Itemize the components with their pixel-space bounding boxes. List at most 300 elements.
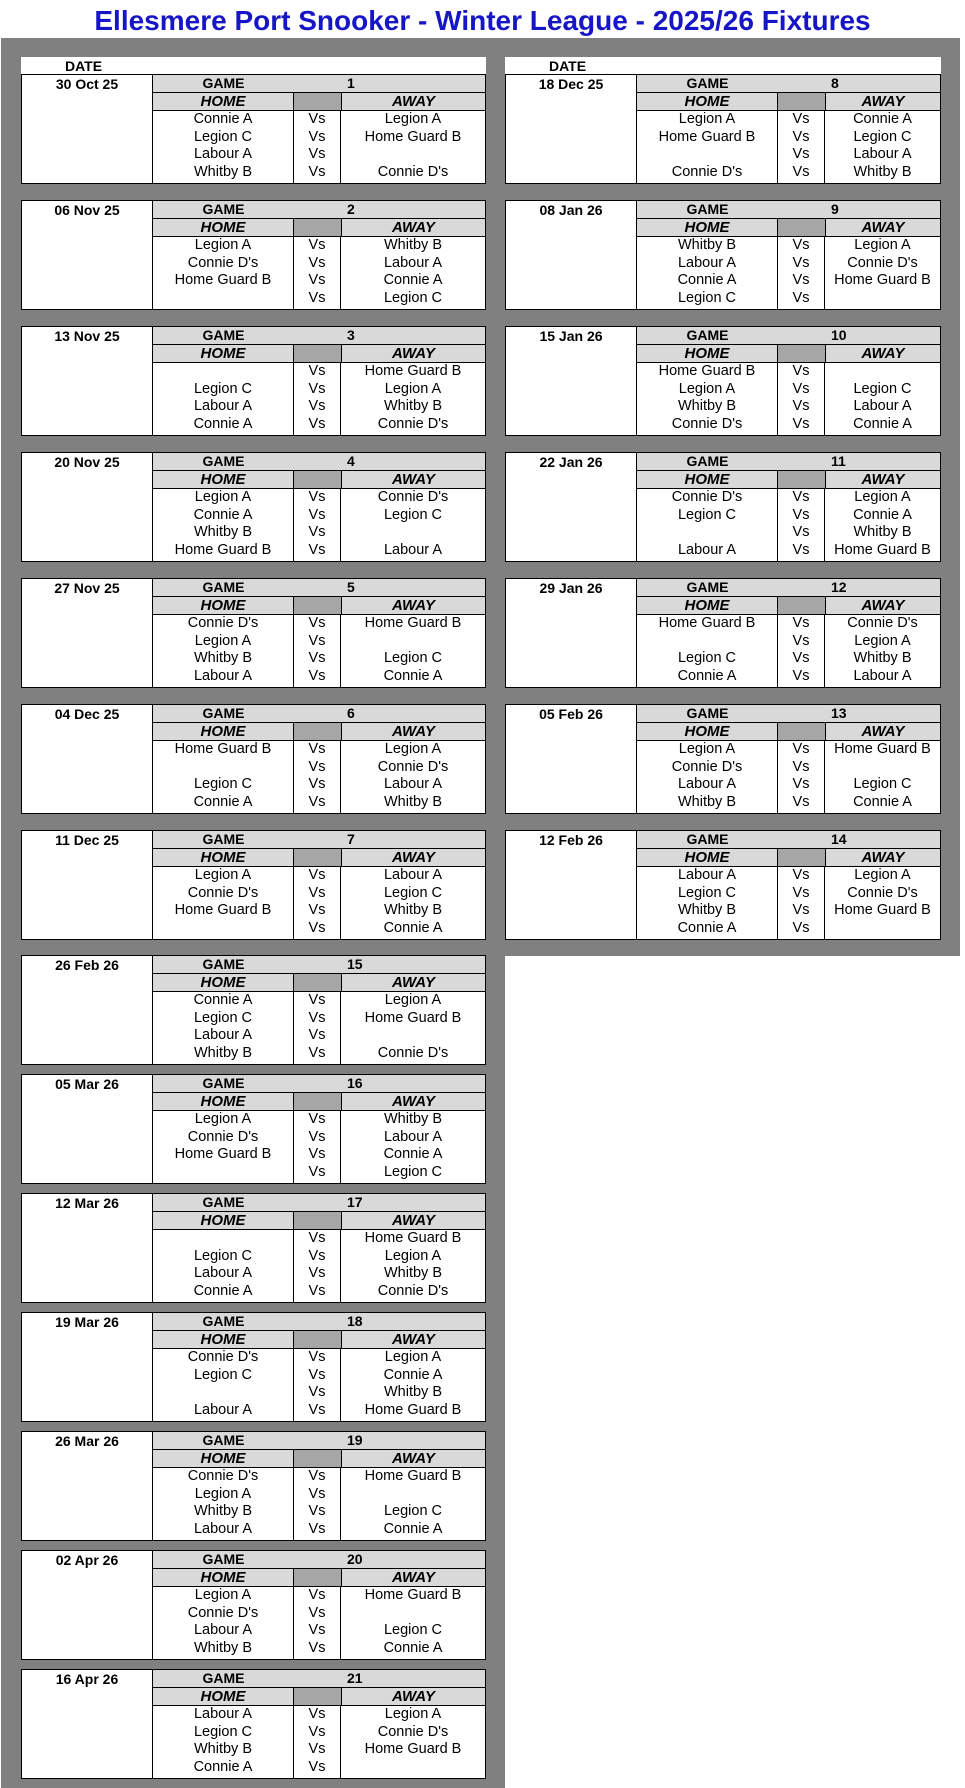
vs-label: Vs	[792, 111, 810, 127]
home-team: Connie A	[193, 992, 253, 1008]
header-separator	[294, 219, 341, 236]
fixture-card	[21, 200, 486, 310]
home-team: Whitby B	[677, 237, 736, 253]
away-team: Home Guard B	[364, 1009, 462, 1026]
fixture-card	[21, 704, 486, 814]
home-team: Connie A	[677, 667, 737, 684]
fixture-date: 05 Mar 26	[22, 1075, 153, 1183]
home-header: HOME	[153, 471, 294, 488]
home-team: Legion A	[194, 1485, 252, 1502]
game-number: 8	[825, 75, 940, 92]
fixture-card	[21, 1312, 486, 1422]
away-team: Connie D's	[847, 615, 918, 631]
fixture-date: 30 Oct 25	[22, 75, 153, 183]
away-team: Whitby B	[853, 650, 912, 666]
away-teams	[341, 867, 485, 939]
home-team: Connie A	[677, 272, 737, 288]
vs-column	[294, 363, 341, 435]
away-header: AWAY	[341, 974, 485, 991]
away-header: AWAY	[341, 93, 485, 110]
game-spacer	[778, 75, 825, 92]
home-team: Whitby B	[193, 1741, 252, 1757]
away-teams	[825, 111, 940, 183]
away-team: Legion C	[383, 506, 443, 523]
away-team: Connie A	[383, 1520, 443, 1537]
fixture-date: 04 Dec 25	[22, 705, 153, 813]
header-separator	[294, 597, 341, 614]
vs-label: Vs	[792, 867, 810, 883]
home-team: Legion C	[193, 380, 253, 397]
home-team: Connie D's	[671, 758, 743, 775]
fixture-card	[21, 830, 486, 940]
game-row	[637, 201, 940, 219]
game-row	[153, 1670, 485, 1688]
game-label: GAME	[153, 1313, 294, 1330]
fixture-card	[21, 74, 486, 184]
game-spacer	[294, 956, 341, 973]
away-header: AWAY	[341, 1093, 485, 1110]
away-teams	[341, 992, 485, 1064]
vs-column	[294, 992, 341, 1064]
home-team: Connie D's	[187, 1604, 259, 1621]
fixture-date: 18 Dec 25	[506, 75, 637, 183]
vs-label: Vs	[308, 111, 326, 127]
page-title: Ellesmere Port Snooker - Winter League - 2025/26 Fixtures	[94, 5, 871, 36]
vs-label: Vs	[308, 1758, 326, 1775]
away-teams	[825, 615, 940, 687]
away-header: AWAY	[825, 597, 940, 614]
fixture-date: 12 Mar 26	[22, 1194, 153, 1302]
home-team: Labour A	[193, 1401, 253, 1418]
home-team: Connie A	[193, 1758, 253, 1775]
game-spacer	[294, 453, 341, 470]
game-label: GAME	[153, 201, 294, 218]
away-teams	[341, 1706, 485, 1778]
fixture-date: 12 Feb 26	[506, 831, 637, 939]
header-separator	[294, 345, 341, 362]
home-team: Legion A	[194, 867, 252, 883]
vs-column	[294, 489, 341, 561]
game-row	[637, 453, 940, 471]
home-teams	[637, 111, 778, 183]
home-header: HOME	[153, 93, 294, 110]
vs-label: Vs	[308, 1265, 326, 1281]
game-number: 16	[341, 1075, 485, 1092]
vs-column	[778, 111, 825, 183]
vs-column	[778, 489, 825, 561]
vs-label: Vs	[308, 1111, 326, 1127]
away-team: Connie A	[853, 793, 912, 810]
game-spacer	[294, 75, 341, 92]
home-away-header	[153, 345, 485, 363]
away-team: Whitby B	[383, 902, 442, 918]
away-team: Labour A	[383, 776, 443, 792]
vs-column	[778, 867, 825, 939]
away-header: AWAY	[341, 1688, 485, 1705]
away-team: Labour A	[853, 667, 912, 684]
home-team	[637, 633, 777, 651]
away-team	[341, 146, 485, 164]
fixture-card	[505, 704, 941, 814]
away-team: Home Guard B	[364, 1401, 462, 1418]
away-team	[341, 1605, 485, 1623]
vs-column	[294, 741, 341, 813]
header-separator	[778, 345, 825, 362]
away-team: Legion C	[383, 1163, 443, 1180]
vs-label: Vs	[308, 1146, 326, 1162]
away-team: Connie D's	[377, 1044, 449, 1061]
home-team: Whitby B	[193, 1044, 252, 1061]
vs-label: Vs	[792, 506, 810, 523]
away-team: Whitby B	[383, 237, 442, 253]
game-label: GAME	[637, 453, 778, 470]
vs-label: Vs	[792, 272, 810, 288]
away-header: AWAY	[825, 219, 940, 236]
away-team	[825, 920, 940, 938]
vs-label: Vs	[308, 1044, 326, 1061]
game-spacer	[778, 201, 825, 218]
home-away-header	[153, 471, 485, 489]
vs-label: Vs	[792, 632, 810, 649]
vs-column	[294, 1230, 341, 1302]
vs-label: Vs	[308, 1741, 326, 1757]
game-row	[153, 831, 485, 849]
vs-label: Vs	[308, 524, 326, 540]
game-spacer	[778, 705, 825, 722]
vs-label: Vs	[308, 506, 326, 523]
home-team: Home Guard B	[174, 902, 272, 918]
away-team: Labour A	[853, 146, 912, 162]
vs-column	[294, 237, 341, 309]
away-team: Connie D's	[847, 254, 918, 271]
vs-label: Vs	[792, 489, 810, 505]
game-number: 20	[341, 1551, 485, 1568]
home-team: Whitby B	[193, 1639, 252, 1656]
away-header: AWAY	[825, 345, 940, 362]
home-team: Legion C	[677, 884, 737, 901]
home-team: Labour A	[677, 776, 737, 792]
away-team: Connie A	[853, 415, 912, 432]
vs-label: Vs	[308, 632, 326, 649]
header-separator	[294, 471, 341, 488]
away-header: AWAY	[341, 471, 485, 488]
fixture-card	[21, 1431, 486, 1541]
header-separator	[294, 974, 341, 991]
away-team: Home Guard B	[364, 363, 462, 379]
date-header-right	[505, 57, 941, 74]
date-header-label: DATE	[549, 58, 587, 74]
header-separator	[778, 219, 825, 236]
home-teams	[153, 237, 294, 309]
home-team: Legion A	[678, 380, 736, 397]
away-team: Connie A	[383, 667, 443, 684]
away-team: Connie A	[853, 506, 912, 523]
away-team: Connie D's	[847, 884, 918, 901]
game-spacer	[778, 327, 825, 344]
header-separator	[778, 93, 825, 110]
fixture-card	[505, 74, 941, 184]
home-away-header	[153, 974, 485, 992]
away-team: Whitby B	[383, 1265, 442, 1281]
game-label: GAME	[153, 1670, 294, 1687]
home-header: HOME	[637, 471, 778, 488]
vs-label: Vs	[308, 237, 326, 253]
away-team: Legion C	[383, 1503, 443, 1519]
game-label: GAME	[637, 705, 778, 722]
home-header: HOME	[637, 597, 778, 614]
date-header-left	[21, 57, 486, 74]
home-away-header	[637, 219, 940, 237]
vs-column	[294, 867, 341, 939]
away-team: Home Guard B	[834, 272, 931, 288]
away-team: Whitby B	[383, 793, 442, 810]
home-team: Whitby B	[193, 163, 252, 180]
vs-label: Vs	[308, 289, 326, 306]
home-header: HOME	[153, 723, 294, 740]
vs-label: Vs	[308, 1520, 326, 1537]
game-spacer	[294, 705, 341, 722]
game-spacer	[778, 831, 825, 848]
vs-label: Vs	[308, 758, 326, 775]
vs-label: Vs	[792, 146, 810, 162]
game-spacer	[294, 579, 341, 596]
game-label: GAME	[153, 75, 294, 92]
home-team: Legion C	[193, 776, 253, 792]
home-teams	[153, 363, 294, 435]
home-header: HOME	[637, 219, 778, 236]
away-team: Connie A	[383, 1146, 443, 1162]
away-team: Legion C	[853, 776, 912, 792]
away-teams	[341, 363, 485, 435]
home-team: Connie A	[193, 1282, 253, 1299]
away-team: Home Guard B	[364, 615, 462, 631]
game-label: GAME	[637, 201, 778, 218]
header-separator	[778, 849, 825, 866]
home-team	[153, 1384, 293, 1402]
home-header: HOME	[637, 345, 778, 362]
home-team: Home Guard B	[174, 541, 272, 558]
fixture-card	[505, 830, 941, 940]
home-teams	[637, 615, 778, 687]
home-teams	[637, 363, 778, 435]
vs-label: Vs	[792, 758, 810, 775]
fixture-card	[21, 1193, 486, 1303]
fixture-card	[505, 326, 941, 436]
home-away-header	[637, 471, 940, 489]
home-team: Legion C	[677, 650, 737, 666]
away-team	[825, 363, 940, 381]
vs-label: Vs	[308, 1604, 326, 1621]
vs-label: Vs	[308, 1503, 326, 1519]
vs-column	[778, 363, 825, 435]
away-header: AWAY	[341, 597, 485, 614]
home-team: Connie A	[193, 793, 253, 810]
fixture-card	[505, 452, 941, 562]
vs-column	[778, 237, 825, 309]
fixture-card	[21, 578, 486, 688]
fixture-card	[21, 1550, 486, 1660]
home-teams	[637, 237, 778, 309]
away-team: Connie A	[383, 272, 443, 288]
home-team	[153, 759, 293, 777]
home-teams	[153, 1468, 294, 1540]
home-team: Connie A	[193, 506, 253, 523]
game-label: GAME	[153, 579, 294, 596]
vs-label: Vs	[308, 992, 326, 1008]
vs-label: Vs	[792, 380, 810, 397]
away-header: AWAY	[341, 1212, 485, 1229]
home-team: Home Guard B	[658, 363, 756, 379]
vs-column	[294, 615, 341, 687]
home-team: Whitby B	[193, 650, 252, 666]
away-team: Connie D's	[377, 163, 449, 180]
home-teams	[637, 867, 778, 939]
vs-label: Vs	[308, 128, 326, 145]
away-header: AWAY	[825, 849, 940, 866]
header-separator	[294, 1569, 341, 1586]
home-team	[153, 290, 293, 308]
home-header: HOME	[153, 1331, 294, 1348]
vs-label: Vs	[308, 1366, 326, 1383]
away-header: AWAY	[341, 723, 485, 740]
game-label: GAME	[153, 831, 294, 848]
game-row	[153, 1075, 485, 1093]
fixture-date: 22 Jan 26	[506, 453, 637, 561]
vs-label: Vs	[308, 1401, 326, 1418]
away-team: Legion A	[854, 867, 911, 883]
header-separator	[294, 1450, 341, 1467]
game-number: 18	[341, 1313, 485, 1330]
header-separator	[778, 597, 825, 614]
game-label: GAME	[637, 579, 778, 596]
home-team: Legion A	[678, 741, 736, 757]
away-team: Labour A	[383, 254, 443, 271]
vs-column	[294, 1706, 341, 1778]
away-team: Home Guard B	[834, 902, 931, 918]
away-team: Connie A	[383, 1366, 443, 1383]
vs-label: Vs	[308, 363, 326, 379]
home-team: Legion C	[193, 1366, 253, 1383]
away-team: Home Guard B	[364, 1230, 462, 1246]
game-spacer	[294, 1194, 341, 1211]
game-number: 12	[825, 579, 940, 596]
game-row	[153, 1194, 485, 1212]
game-row	[637, 327, 940, 345]
vs-label: Vs	[308, 1723, 326, 1740]
away-team: Home Guard B	[364, 128, 462, 145]
vs-label: Vs	[308, 1282, 326, 1299]
fixture-date: 08 Jan 26	[506, 201, 637, 309]
game-label: GAME	[153, 453, 294, 470]
away-team: Legion A	[384, 992, 442, 1008]
away-team	[341, 524, 485, 542]
away-teams	[341, 741, 485, 813]
away-team: Connie A	[383, 919, 443, 936]
vs-label: Vs	[308, 741, 326, 757]
game-row	[637, 831, 940, 849]
away-teams	[341, 1230, 485, 1302]
fixture-date: 26 Mar 26	[22, 1432, 153, 1540]
game-spacer	[778, 579, 825, 596]
home-header: HOME	[153, 1212, 294, 1229]
vs-label: Vs	[792, 650, 810, 666]
home-header: HOME	[153, 849, 294, 866]
vs-label: Vs	[792, 741, 810, 757]
home-team: Legion C	[677, 506, 737, 523]
home-away-header	[637, 345, 940, 363]
home-teams	[153, 741, 294, 813]
home-team: Legion A	[678, 111, 736, 127]
game-row	[153, 956, 485, 974]
home-team: Labour A	[193, 398, 253, 414]
game-label: GAME	[153, 1075, 294, 1092]
home-team: Connie D's	[187, 1349, 259, 1365]
header-separator	[294, 1331, 341, 1348]
home-away-header	[153, 1331, 485, 1349]
vs-label: Vs	[308, 1027, 326, 1043]
home-team: Home Guard B	[658, 128, 756, 145]
home-teams	[153, 615, 294, 687]
away-header: AWAY	[341, 1450, 485, 1467]
game-row	[637, 75, 940, 93]
home-team: Whitby B	[677, 398, 736, 414]
home-team: Legion A	[194, 489, 252, 505]
home-team	[153, 920, 293, 938]
vs-label: Vs	[308, 489, 326, 505]
away-teams	[341, 111, 485, 183]
game-spacer	[294, 1313, 341, 1330]
home-team: Legion A	[194, 237, 252, 253]
vs-column	[294, 1349, 341, 1421]
away-team: Labour A	[383, 541, 443, 558]
game-label: GAME	[153, 705, 294, 722]
home-team: Connie A	[677, 919, 737, 936]
home-away-header	[153, 723, 485, 741]
home-away-header	[153, 1212, 485, 1230]
vs-label: Vs	[792, 415, 810, 432]
game-row	[153, 327, 485, 345]
home-team	[153, 1230, 293, 1248]
header-separator	[294, 1093, 341, 1110]
game-number: 21	[341, 1670, 485, 1687]
header-separator	[294, 1212, 341, 1229]
home-away-header	[153, 219, 485, 237]
vs-label: Vs	[308, 254, 326, 271]
home-team: Home Guard B	[174, 741, 272, 757]
game-number: 17	[341, 1194, 485, 1211]
vs-label: Vs	[308, 1485, 326, 1502]
vs-label: Vs	[792, 615, 810, 631]
fixture-date: 26 Feb 26	[22, 956, 153, 1064]
away-teams	[825, 867, 940, 939]
fixture-date: 27 Nov 25	[22, 579, 153, 687]
home-teams	[153, 867, 294, 939]
vs-label: Vs	[308, 1639, 326, 1656]
away-header: AWAY	[825, 723, 940, 740]
away-team: Labour A	[853, 398, 912, 414]
fixture-date: 19 Mar 26	[22, 1313, 153, 1421]
vs-label: Vs	[308, 884, 326, 901]
game-number: 9	[825, 201, 940, 218]
game-label: GAME	[637, 75, 778, 92]
home-team: Whitby B	[677, 902, 736, 918]
fixture-card	[21, 1669, 486, 1779]
away-team: Connie D's	[377, 489, 449, 505]
away-teams	[341, 1349, 485, 1421]
vs-label: Vs	[308, 1384, 326, 1400]
game-spacer	[294, 831, 341, 848]
away-team: Labour A	[383, 1128, 443, 1145]
